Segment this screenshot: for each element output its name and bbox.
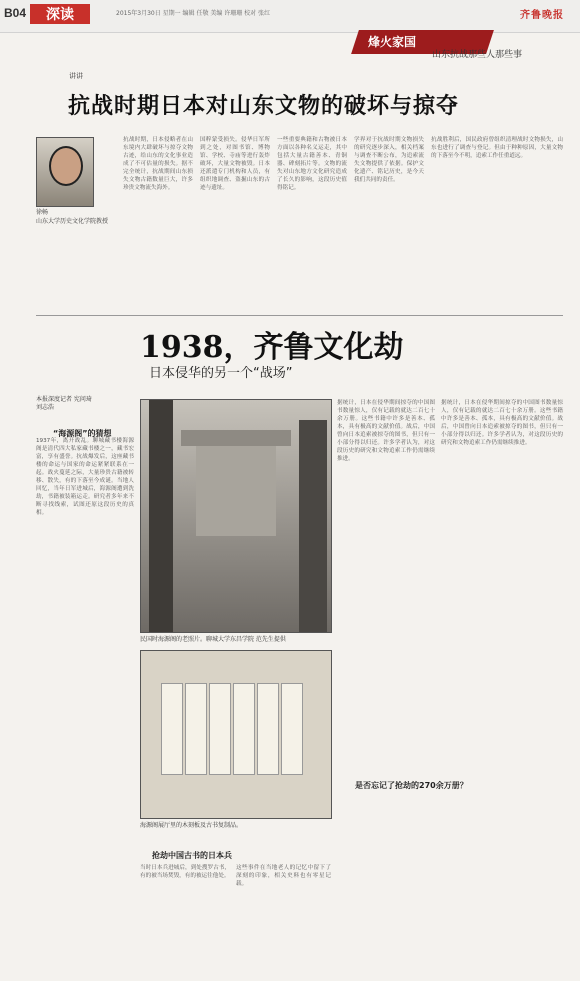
subheading: “海源阁”的猜想 bbox=[53, 429, 112, 438]
article1-col-4: 学界对于抗战时期文物损失的研究逐步深入，相关档案与调查不断公布，为追索流失文物提供了依据。保护文化遗产、铭记历史，是今天我们共同的责任。 bbox=[354, 137, 424, 183]
subheading: 抢劫中国古书的日本兵 bbox=[152, 851, 232, 860]
author-info bbox=[36, 208, 121, 226]
article2-col-mid-1: 当时日本兵进城后，到处搜罗古书，有的被当场焚毁，有的被运往他处。 bbox=[140, 865, 230, 879]
article2-subtitle: 日本侵华的另一个“战场” bbox=[149, 366, 293, 381]
article2-col-mid-2: 这些事件在当地老人的记忆中留下了深刻的印象，相关史料也有零星记载。 bbox=[236, 865, 331, 887]
column-label: 讲讲 bbox=[69, 72, 83, 80]
article1-col-1: 抗战时期，日本侵略者在山东境内大肆破坏与掠夺文物古迹，给山东的文化事业造成了不可估量的损失。据不完全统计，抗战期间山东损失文物古籍数量巨大，许多珍贵文物流失海外。 bbox=[123, 137, 193, 191]
byline bbox=[36, 396, 92, 412]
author-name: 徐畅 bbox=[36, 209, 49, 216]
article2-title: 1938，齐鲁文化劫 bbox=[140, 330, 404, 365]
portrait-face-icon bbox=[49, 146, 83, 186]
article1-col-5: 抗战胜利后，国民政府曾组织清理战时文物损失，山东也进行了调查与登记。但由于种种原因，大量文物的下落至今不明，追索工作任重道远。 bbox=[431, 137, 563, 159]
newspaper-logo: 齐鲁晚报 bbox=[520, 10, 564, 21]
article2-col-right-2: 据统计，日本在侵华期间掠夺的中国图书数量惊人，仅有记载的就达二百七十余万册。这些书籍中许多是善本、孤本，具有极高的文献价值。战后，中国曾向日本追索被掠夺的图书，但只有一小部分得以归还。许多学者认为，对这段历史的研究和文物追索工作仍需继续推进。 bbox=[441, 400, 563, 446]
banner-subtitle: 山东抗战那些人那些事 bbox=[432, 50, 523, 60]
page-number: B04 bbox=[4, 6, 27, 20]
byline-line: 刘志浩 bbox=[36, 404, 55, 411]
photo-caption-1: 民国时海源阁的老照片。聊城大学东昌学院 范先生提供 bbox=[140, 636, 286, 643]
author-title: 山东大学历史文化学院教授 bbox=[36, 218, 109, 225]
article1-col-3: 一些重要典籍和古物被日本方面以各种名义运走，其中包括大量古籍善本、青铜器、碑刻拓片等。文物的流失对山东地方文化研究造成了长久的影响，这段历史值得铭记。 bbox=[277, 137, 347, 191]
book-exhibit-photo bbox=[140, 650, 332, 819]
haiyuange-old-photo bbox=[140, 399, 332, 633]
section-label: 深读 bbox=[30, 4, 90, 24]
date-line: 2015年3月30日 星期一 编辑 任敬 美编 许珊珊 校对 张红 bbox=[116, 10, 271, 17]
photo-caption-2: 海源阁展厅里的木刻板及古书复制品。 bbox=[140, 822, 243, 829]
article1-col-2: 国粹蒙受损失。侵华日军所到之处，对图书馆、博物馆、学校、寺庙等进行轰炸破坏，大量文物被毁。日本还派遣专门机构和人员，有组织地调查、盗掘山东的古迹与遗址。 bbox=[200, 137, 270, 191]
section-divider bbox=[36, 315, 563, 316]
byline-line: 本报深度记者 宪问琦 bbox=[36, 396, 92, 403]
article2-col-right-1: 据统计，日本在侵华期间掠夺的中国图书数量惊人，仅有记载的就达二百七十余万册。这些书籍中许多是善本、孤本，具有极高的文献价值。战后，中国曾向日本追索被掠夺的图书，但只有一小部分得以归还。许多学者认为，对这段历史的研究和文物追索工作仍需继续推进。 bbox=[337, 400, 435, 462]
article2-col-left: 1937年，离开战乱。聊城藏书楼海源阁是清代四大私家藏书楼之一，藏书宏富，享有盛誉。抗战爆发后，这座藏书楼的命运与国家的命运紧紧联系在一起。战火蔓延之际，大量珍贵古籍被转移、散失，有的下落至今成谜。当地人回忆，当年日军进城后，海源阁遭到洗劫，书籍被装箱运走。研究者多年来不断寻找线索，试图还原这段历史的真相。 bbox=[36, 438, 134, 516]
subheading: 是否忘记了抢劫的270余万册？ bbox=[355, 781, 468, 790]
banner-title: 烽火家国 bbox=[368, 35, 417, 49]
author-photo bbox=[36, 137, 94, 207]
article1-title: 抗战时期日本对山东文物的破坏与掠夺 bbox=[68, 94, 460, 119]
